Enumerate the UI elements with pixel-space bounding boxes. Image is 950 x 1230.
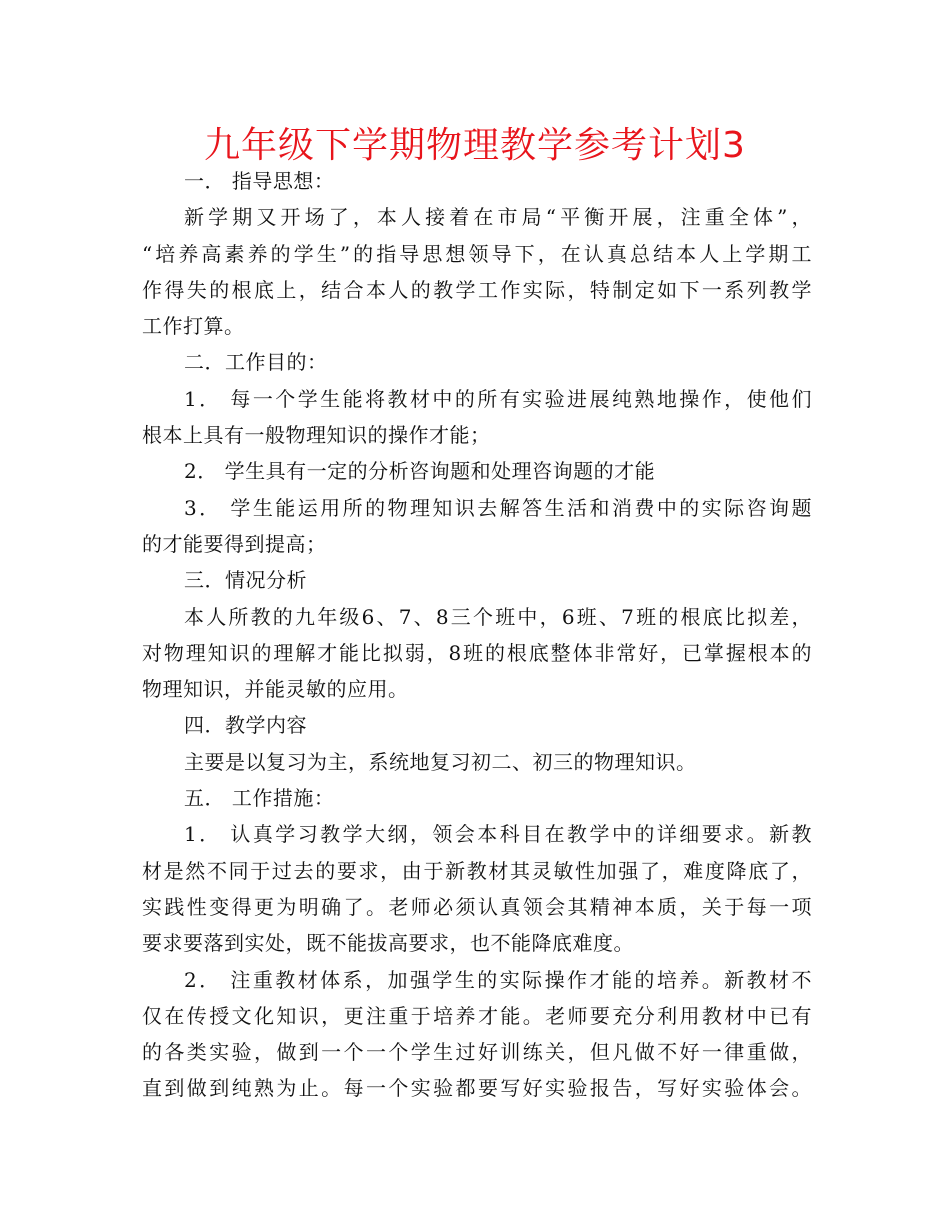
text-line: 实践性变得更为明确了。老师必须认真领会其精神本质，关于每一项	[142, 894, 812, 919]
text-line: “培养高素养的学生”的指导思想领导下，在认真总结本人上学期工	[142, 241, 812, 266]
text-line: 根本上具有一般物理知识的操作才能；	[142, 423, 491, 448]
text-line: 3． 学生能运用所的物理知识去解答生活和消费中的实际咨询题	[184, 495, 812, 520]
text-line: 2． 学生具有一定的分析咨询题和处理咨询题的才能	[184, 459, 656, 484]
text-line: 1． 每一个学生能将教材中的所有实验进展纯熟地操作，使他们	[184, 386, 812, 411]
text-line: 新学期又开场了，本人接着在市局“平衡开展，注重全体”，	[184, 205, 812, 230]
text-line: 1． 认真学习教学大纲，领会本科目在教学中的详细要求。新教	[184, 822, 812, 847]
document-title: 九年级下学期物理教学参考计划3	[204, 125, 746, 166]
text-line: 二．工作目的：	[184, 350, 328, 375]
text-line: 工作打算。	[142, 314, 245, 339]
text-line: 作得失的根底上，结合本人的教学工作实际，特制定如下一系列教学	[142, 277, 812, 302]
text-line: 材是然不同于过去的要求，由于新教材其灵敏性加强了，难度降底了，	[142, 858, 812, 883]
text-line: 对物理知识的理解才能比拟弱，8班的根底整体非常好，已掌握根本的	[142, 640, 812, 665]
text-line: 2． 注重教材体系，加强学生的实际操作才能的培养。新教材不	[184, 967, 812, 992]
text-line: 本人所教的九年级6、7、8三个班中，6班、7班的根底比拟差，	[184, 604, 812, 629]
text-line: 的各类实验，做到一个一个学生过好训练关，但凡做不好一律重做，	[142, 1040, 812, 1065]
text-line: 仅在传授文化知识，更注重于培养才能。老师要充分利用教材中已有	[142, 1003, 812, 1028]
text-line: 五． 工作措施：	[184, 786, 335, 811]
text-line: 四．教学内容	[184, 713, 307, 738]
text-line: 物理知识，并能灵敏的应用。	[142, 677, 409, 702]
text-line: 的才能要得到提高；	[142, 531, 327, 556]
text-line: 三．情况分析	[184, 568, 307, 593]
text-line: 主要是以复习为主，系统地复习初二、初三的物理知识。	[184, 749, 697, 774]
document-body	[142, 163, 812, 1107]
text-line: 直到做到纯熟为止。每一个实验都要写好实验报告，写好实验体会。	[142, 1076, 812, 1101]
text-line: 一． 指导思想：	[184, 169, 335, 193]
text-line: 要求要落到实处，既不能拔高要求，也不能降底难度。	[142, 931, 634, 956]
